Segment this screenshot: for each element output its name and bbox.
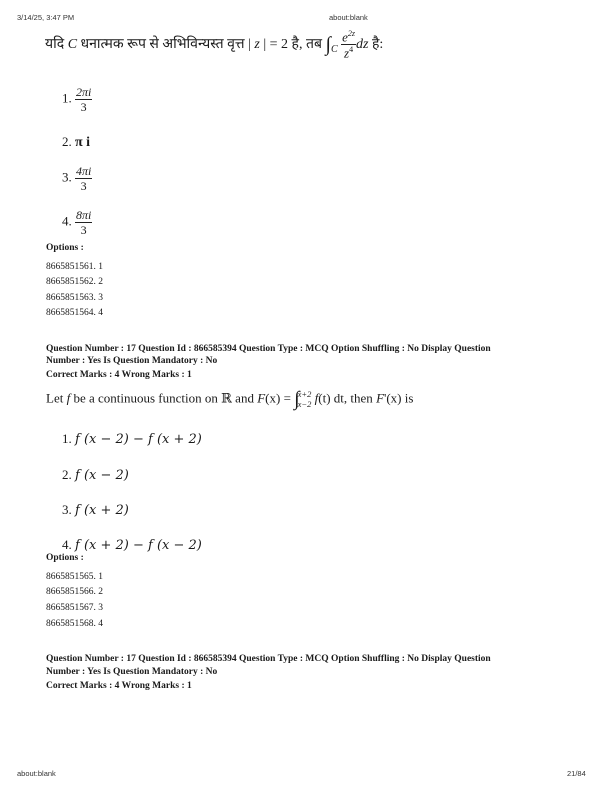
q2-option-3-num: 3.: [62, 502, 72, 517]
q1-option-1: [62, 86, 92, 113]
q2-options-label: Options :: [46, 553, 84, 563]
q1-options-label: Options :: [46, 243, 84, 253]
q1-option-2-text: π i: [75, 135, 91, 150]
q1-stem-suffix: है:: [368, 37, 384, 53]
print-page-number: 21/84: [567, 769, 586, 778]
q2-stem-Fprime: F: [376, 390, 385, 406]
q2-integral-sign: ∫: [294, 388, 300, 410]
q3-meta-line-2: Number : Yes Is Question Mandatory : No: [46, 667, 218, 677]
q1-option-4-denominator: 3: [80, 223, 87, 237]
q3-meta-line-3: Correct Marks : 4 Wrong Marks : 1: [46, 681, 192, 691]
q2-stem-let: Let: [46, 390, 67, 406]
q2-option-2-text: f (x − 2): [75, 468, 129, 483]
q2-stem-then: , then: [343, 390, 377, 406]
q2-option-2-num: 2.: [62, 467, 72, 482]
print-footer-url: about:blank: [17, 769, 56, 778]
q2-integrand-f: f: [314, 390, 319, 406]
q2-stem-f: f: [66, 390, 71, 406]
q1-stem-prefix: यदि: [45, 37, 68, 53]
q1-option-4-numerator: 8πi: [76, 208, 92, 222]
q2-stem-F: F: [257, 390, 266, 406]
q2-integral-lower: x−2: [297, 398, 312, 409]
q1-option-1-denominator: 3: [80, 100, 87, 114]
q1-den-exp: 4: [349, 45, 354, 55]
q2-option-1: [62, 431, 202, 447]
q1-option-4: [62, 209, 92, 236]
q2-integral-limits: [298, 390, 312, 409]
q1-option-2-num: 2.: [62, 134, 72, 149]
q1-stem-C: C: [67, 37, 78, 53]
q1-option-id-4: 8665851564. 4: [46, 308, 103, 318]
q1-num-base: e: [342, 29, 348, 45]
q1-option-3-num: 3.: [62, 169, 72, 185]
q2-stem-Fprime-x: '(x): [384, 390, 402, 406]
q1-option-3-denominator: 3: [80, 179, 87, 193]
q2-stem: [46, 388, 413, 411]
q1-integral-sign: ∫: [325, 33, 331, 56]
q1-den-base: z: [344, 45, 350, 61]
q2-integrand-dt: (t) dt: [318, 390, 344, 406]
q1-option-id-1: 8665851561. 1: [46, 262, 103, 272]
q1-option-2: [62, 134, 90, 151]
q2-option-id-4: 8665851568. 4: [46, 619, 103, 629]
q1-stem: [45, 30, 383, 60]
q2-meta-line-1: Question Number : 17 Question Id : 866585394 Question Type : MCQ Option Shuffling : No Display Question: [46, 344, 491, 354]
q2-stem-continuous: be a continuous function on ℝ and: [70, 390, 258, 406]
q1-dz: dz: [356, 37, 369, 53]
q1-integral-sub: C: [330, 43, 338, 55]
q1-option-1-fraction: [75, 86, 92, 113]
q2-option-id-2: 8665851566. 2: [46, 587, 103, 597]
q2-meta-line-3: Correct Marks : 4 Wrong Marks : 1: [46, 370, 192, 380]
print-page-title: about:blank: [329, 13, 368, 22]
q2-option-id-3: 8665851567. 3: [46, 603, 103, 613]
q1-option-1-num: 1.: [62, 90, 72, 106]
q1-num-exp: 2z: [347, 29, 356, 38]
q1-stem-z: z: [254, 37, 260, 53]
q1-option-3-fraction: [75, 165, 92, 192]
q2-option-3-text: f (x + 2): [75, 503, 129, 518]
q1-option-4-num: 4.: [62, 213, 72, 229]
q1-option-1-numerator: 2πi: [76, 85, 92, 99]
q1-integrand-fraction: [341, 30, 356, 60]
q1-option-id-2: 8665851562. 2: [46, 277, 103, 287]
q1-stem-cond: | = 2 है, तब: [259, 37, 326, 53]
q2-stem-Fx: (x) =: [265, 390, 295, 406]
q2-option-4: [62, 537, 202, 553]
q2-option-4-text: f (x + 2) − f (x − 2): [75, 538, 202, 553]
q2-meta-line-2: Number : Yes Is Question Mandatory : No: [46, 356, 218, 366]
q2-option-id-1: 8665851565. 1: [46, 572, 103, 582]
q2-option-2: [62, 467, 129, 483]
q2-option-4-num: 4.: [62, 537, 72, 552]
q2-option-1-text: f (x − 2) − f (x + 2): [75, 432, 202, 447]
q2-integral-upper: x+2: [297, 389, 312, 400]
print-timestamp: 3/14/25, 3:47 PM: [17, 13, 75, 22]
q1-option-4-fraction: [75, 209, 92, 236]
q3-meta-line-1: Question Number : 17 Question Id : 866585394 Question Type : MCQ Option Shuffling : No Display Question: [46, 654, 491, 664]
q2-stem-is: is: [401, 390, 414, 406]
q2-option-3: [62, 502, 129, 518]
q2-option-1-num: 1.: [62, 431, 72, 446]
q1-option-3-numerator: 4πi: [76, 164, 92, 178]
q1-option-3: [62, 165, 92, 192]
q1-option-id-3: 8665851563. 3: [46, 293, 103, 303]
q1-stem-middle: धनात्मक रूप से अभिविन्यस्त वृत्त |: [77, 37, 255, 53]
